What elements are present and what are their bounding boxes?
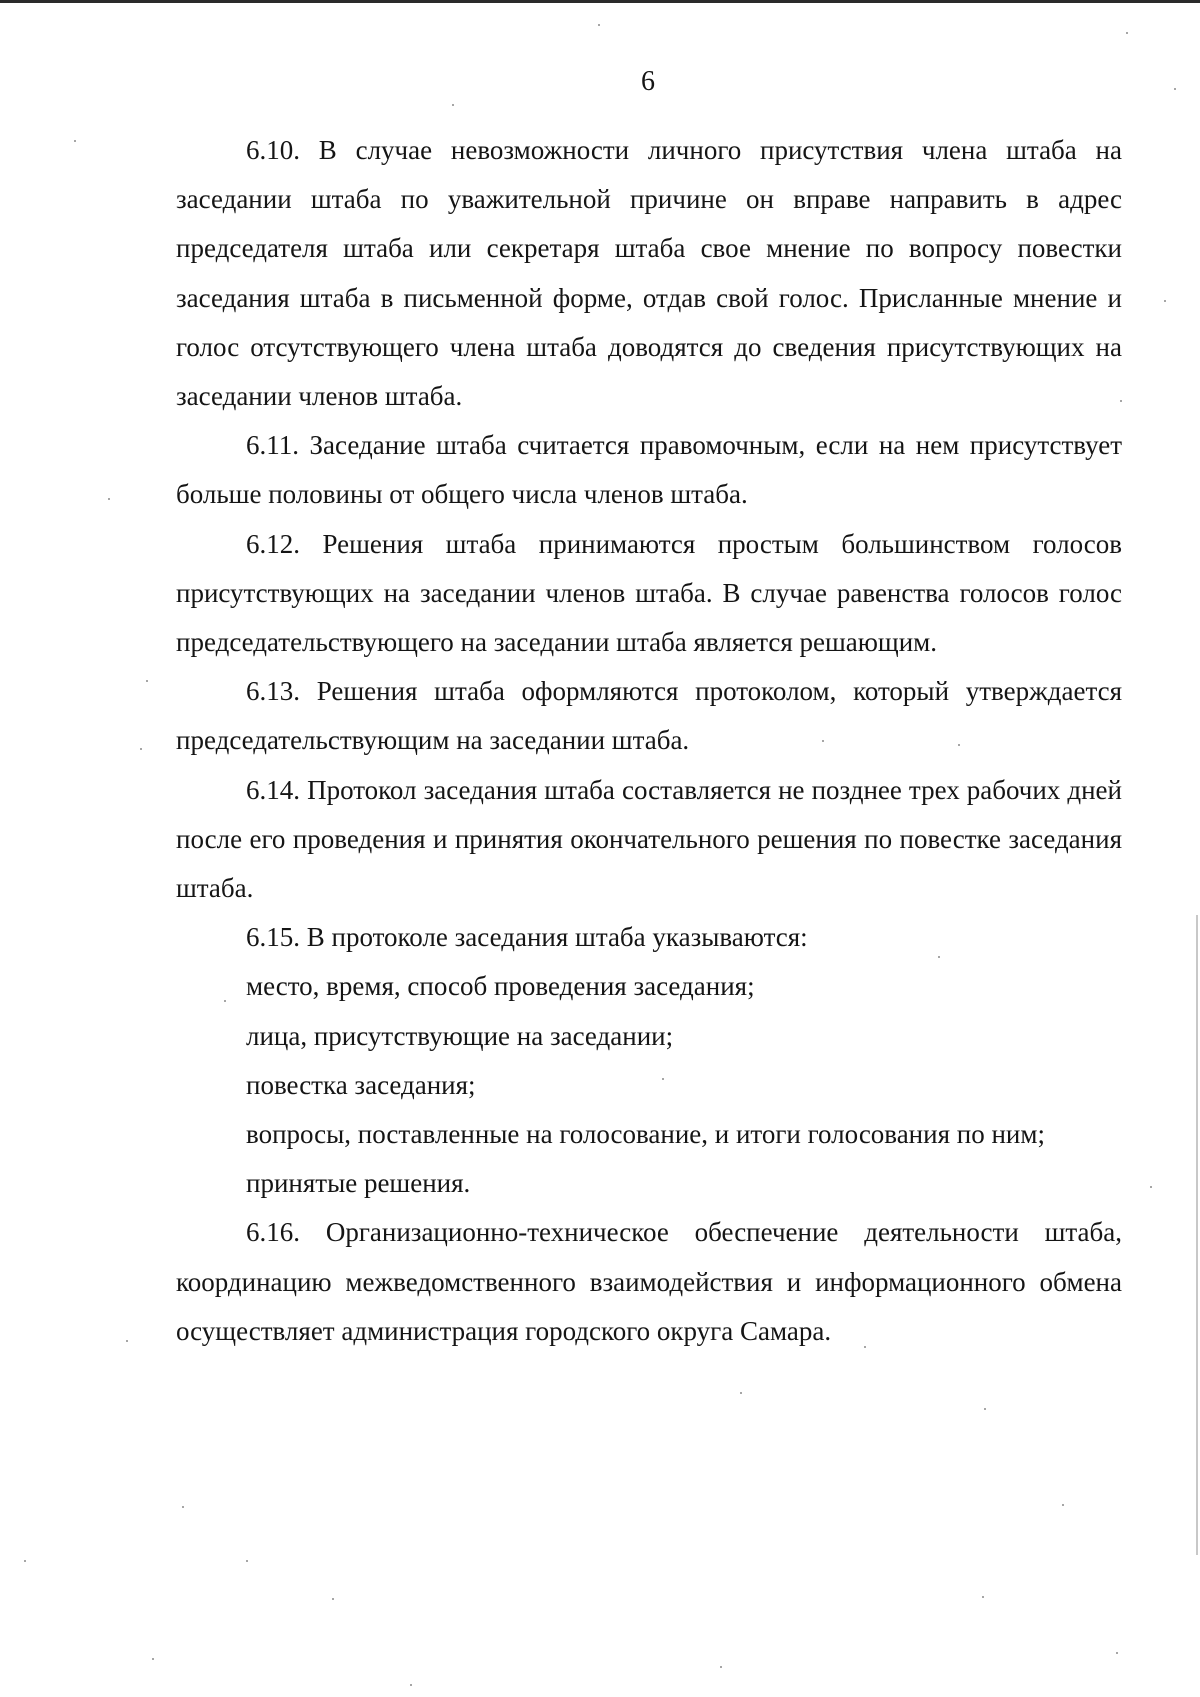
scan-speck [1062, 1504, 1064, 1506]
scan-speck [1120, 400, 1122, 402]
scan-speck [1116, 1652, 1118, 1654]
page-number: 6 [641, 66, 655, 97]
scan-speck [108, 498, 110, 500]
scan-speck [1150, 1186, 1152, 1188]
scan-speck [864, 1346, 866, 1348]
paragraph-6-12: 6.12. Решения штаба принимаются простым большинством голосов присутствующих на заседании членов штаба. В случае равенства голосов голос председательствующего на заседании штаба является решающим. [176, 528, 1122, 658]
scan-speck [958, 744, 960, 746]
scan-speck [598, 24, 600, 26]
scan-speck [146, 680, 148, 682]
list-item: место, время, способ проведения заседания; [246, 971, 755, 1002]
scan-speck [938, 956, 940, 958]
scan-speck [982, 1596, 984, 1598]
scan-speck [246, 1560, 248, 1562]
scan-speck [1174, 88, 1176, 90]
scan-speck [410, 1684, 412, 1686]
scan-speck [1164, 300, 1166, 302]
scan-speck [182, 1506, 184, 1508]
scan-speck [984, 1408, 986, 1410]
paragraph-6-15: 6.15. В протоколе заседания штаба указываются: [246, 922, 808, 953]
scan-speck [1126, 32, 1128, 34]
list-item: принятые решения. [246, 1168, 471, 1199]
list-item: повестка заседания; [246, 1069, 476, 1100]
list-item: вопросы, поставленные на голосование, и итоги голосования по ним; [246, 1119, 1045, 1150]
scan-speck [126, 1340, 128, 1342]
paragraph-6-14: 6.14. Протокол заседания штаба составляется не позднее трех рабочих дней после его проведения и принятия окончательного решения по повестке заседания штаба. [176, 774, 1122, 904]
scan-speck [720, 1666, 722, 1668]
scan-speck [224, 1000, 226, 1002]
paragraph-6-10: 6.10. В случае невозможности личного присутствия члена штаба на заседании штаба по уважительной причине он вправе направить в адрес председателя штаба или секретаря штаба свое мнение по вопросу повестки заседания штаба в письменной форме, отдав свой голос. Присланные мнение и голос отсутствующего члена штаба доводятся до сведения присутствующих на заседании членов штаба. [176, 135, 1122, 412]
scan-speck [740, 1392, 742, 1394]
scan-top-edge [0, 0, 1200, 3]
scan-edge-shadow [1196, 915, 1198, 1555]
scan-speck [452, 104, 454, 106]
scan-speck [332, 1598, 334, 1600]
paragraph-6-13: 6.13. Решения штаба оформляются протоколом, который утверждается председательствующим на заседании штаба. [176, 676, 1122, 756]
scan-speck [140, 748, 142, 750]
scan-speck [24, 1560, 26, 1562]
scan-speck [662, 1078, 664, 1080]
scan-speck [152, 1658, 154, 1660]
paragraph-6-11: 6.11. Заседание штаба считается правомочным, если на нем присутствует больше половины от общего числа членов штаба. [176, 430, 1122, 510]
list-item: лица, присутствующие на заседании; [246, 1020, 674, 1051]
scan-speck [822, 740, 824, 742]
paragraph-6-16: 6.16. Организационно-техническое обеспечение деятельности штаба, координацию межведомственного взаимодействия и информационного обмена осуществляет администрация городского округа Самара. [176, 1217, 1122, 1346]
scan-speck [74, 140, 76, 142]
document-body [176, 126, 1122, 1356]
